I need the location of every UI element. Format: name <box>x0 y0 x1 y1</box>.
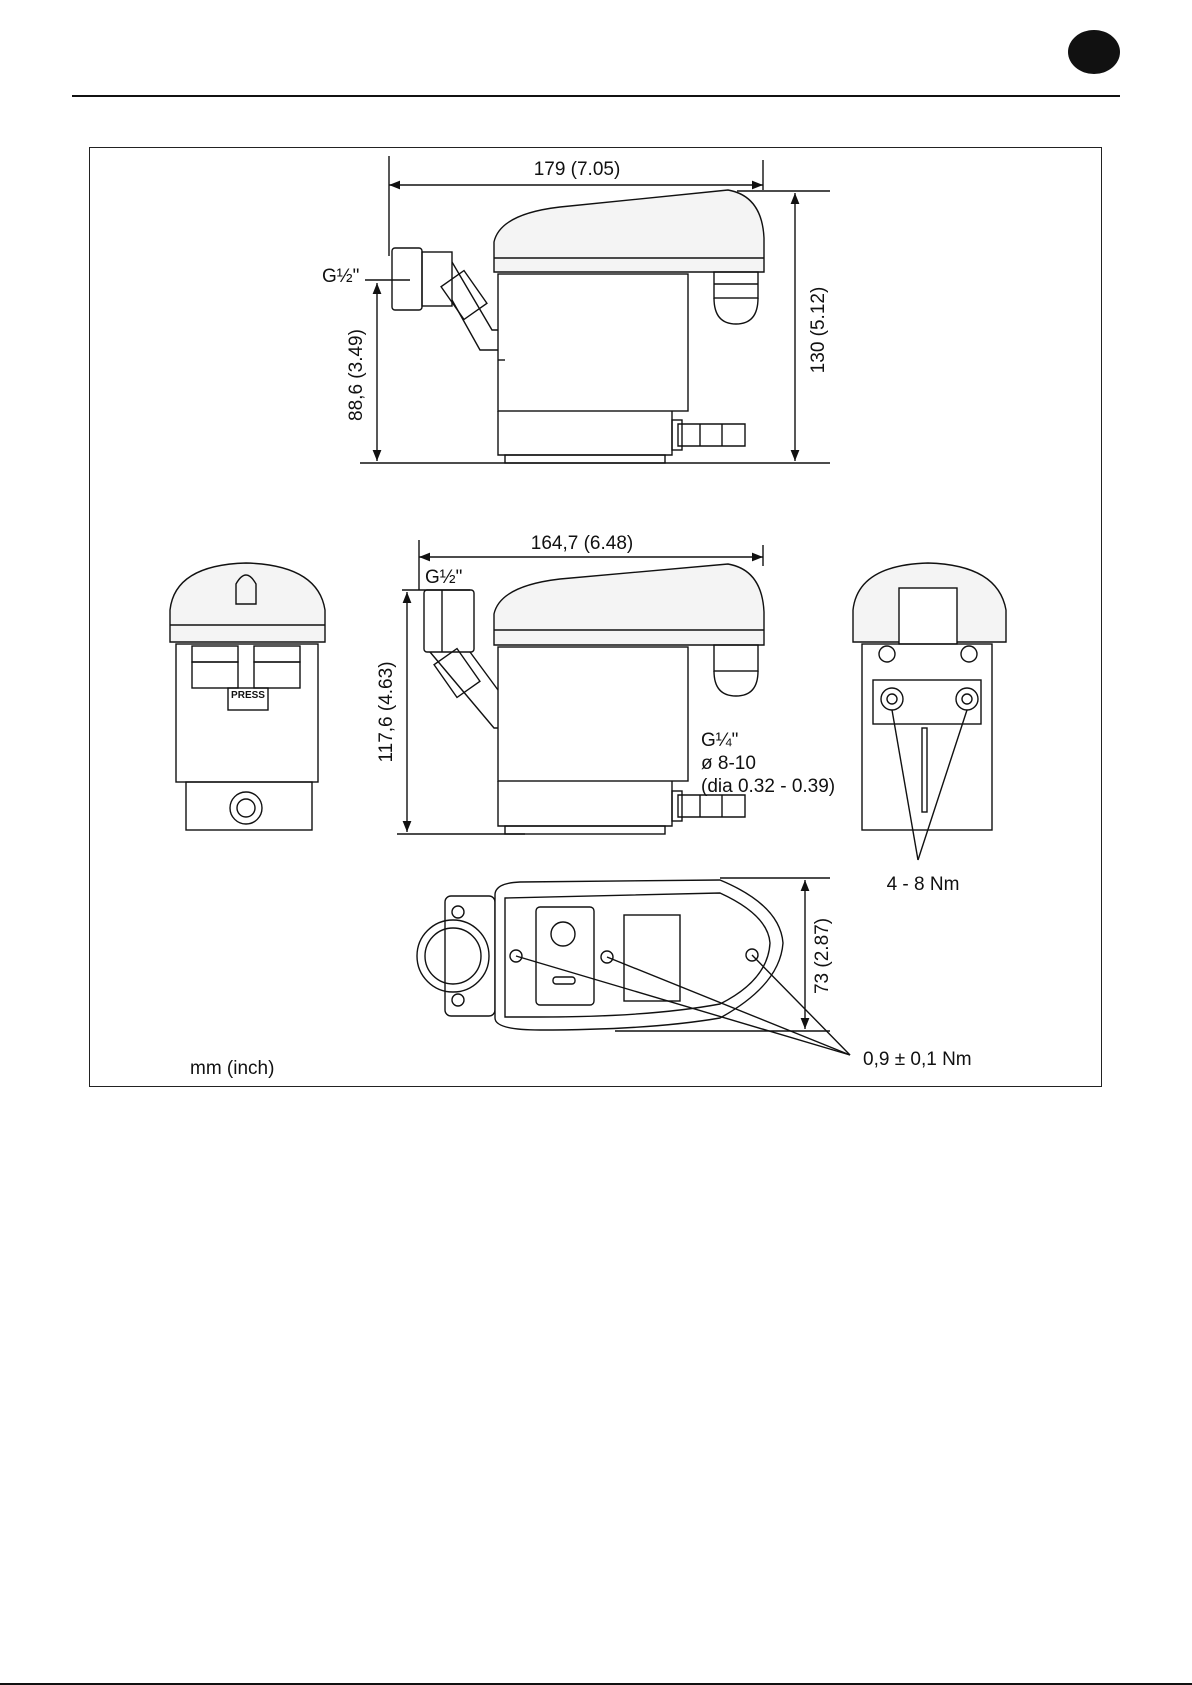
press-label: PRESS <box>231 690 265 701</box>
mount-screw-left <box>881 688 903 710</box>
front-height-label: 117,6 (4.63) <box>376 661 397 763</box>
mount-torque-label: 4 - 8 Nm <box>886 874 960 895</box>
inlet-port <box>417 920 489 992</box>
front-inlet-thread-label: G½" <box>425 567 463 588</box>
mount-screw-right <box>956 688 978 710</box>
housing-outline <box>495 880 783 1030</box>
outlet-thread-label: G¼" <box>701 730 739 751</box>
side-height-label: 130 (5.12) <box>808 286 829 374</box>
inlet-fitting <box>392 248 422 310</box>
side-inlet-height-label: 88,6 (3.49) <box>346 329 367 421</box>
right-view <box>853 563 1006 860</box>
top-depth-label: 73 (2.87) <box>812 917 833 995</box>
units-note: mm (inch) <box>190 1058 275 1079</box>
top-view <box>417 878 850 1055</box>
side-inlet-thread-label: G½" <box>322 266 360 287</box>
side-view <box>360 156 830 463</box>
body-shape <box>498 274 688 411</box>
front-width-label: 164,7 (6.48) <box>530 533 634 554</box>
side-width-label: 179 (7.05) <box>533 159 621 180</box>
outlet-hose-label: ø 8-10 <box>701 753 756 774</box>
outlet-hose-inch-label: (dia 0.32 - 0.39) <box>701 776 836 797</box>
cover-shape <box>494 190 764 272</box>
screw-torque-label: 0,9 ± 0,1 Nm <box>863 1049 972 1070</box>
outlet-barb <box>678 424 745 446</box>
cable-gland <box>714 272 758 298</box>
